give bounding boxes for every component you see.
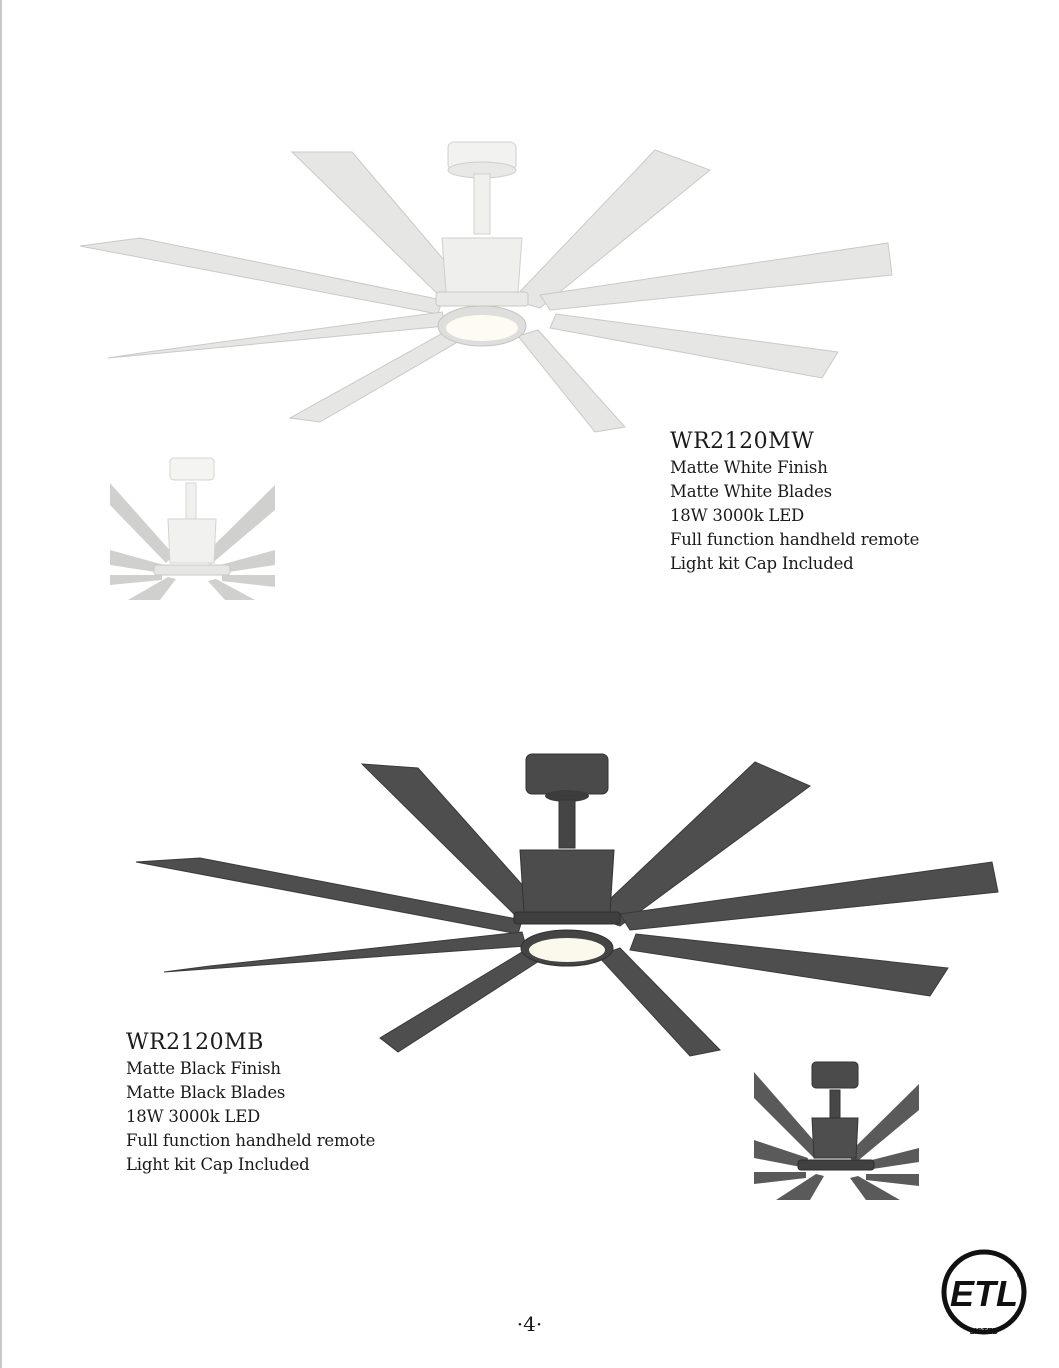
fan-image-black-main <box>130 750 1010 1060</box>
spec-remote: Full function handheld remote <box>670 530 920 549</box>
svg-text:LISTED: LISTED <box>969 1327 999 1336</box>
page-number: ·4· <box>516 1312 543 1336</box>
fan-image-white-thumbnail <box>110 455 275 600</box>
spec-led: 18W 3000k LED <box>126 1107 261 1126</box>
page-border <box>0 0 2 1368</box>
spec-led: 18W 3000k LED <box>670 506 805 525</box>
spec-finish: Matte White Finish <box>670 458 828 477</box>
spec-remote: Full function handheld remote <box>126 1131 376 1150</box>
fan-image-white-main <box>70 130 910 450</box>
product-spec-black <box>126 1031 375 1177</box>
spec-finish: Matte Black Finish <box>126 1059 281 1078</box>
product-spec-white <box>670 430 919 576</box>
fan-image-black-thumbnail <box>754 1058 919 1200</box>
spec-blades: Matte Black Blades <box>126 1083 286 1102</box>
spec-light-kit: Light kit Cap Included <box>126 1155 310 1174</box>
svg-text:ETL: ETL <box>950 1273 1018 1314</box>
model-number: WR2120MW <box>670 429 815 454</box>
svg-text:®: ® <box>1017 1271 1023 1280</box>
spec-light-kit: Light kit Cap Included <box>670 554 854 573</box>
model-number: WR2120MB <box>126 1030 264 1055</box>
spec-blades: Matte White Blades <box>670 482 832 501</box>
